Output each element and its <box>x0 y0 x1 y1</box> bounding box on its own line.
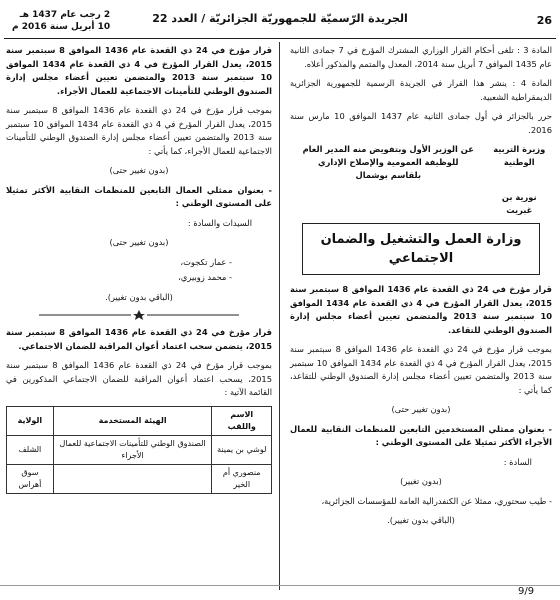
signature-right-title: وزيرة التربية الوطنية <box>493 144 546 167</box>
gentlemen-label: السادة : <box>503 456 532 467</box>
ladies-gentlemen-label: السيدات والسادة : <box>187 217 252 228</box>
separator-star-icon <box>6 310 272 320</box>
unchanged-until: (بدون تغيير حتى) <box>391 404 451 414</box>
signature-right <box>487 143 553 217</box>
representatives-heading: - بعنوان ممثلي المستخدمين التابعين للمنظمات النقابية للعمال الأجراء الأكثر تمثيلا على المستوى الوطني : <box>290 423 552 447</box>
header-employer: الهيئة المستخدمة <box>53 406 212 435</box>
unchanged-note: (بدون تغيير) <box>400 476 442 486</box>
cell-employer <box>53 464 212 493</box>
page-indicator: 9/9 <box>518 586 535 597</box>
cell-employer: الصندوق الوطني للتأمينات الاجتماعية للعمال الأجراء <box>53 435 212 464</box>
decree-1-title: قرار مؤرخ في 24 ذي القعدة عام 1436 الموافق 8 سبتمبر سنة 2015، يعدل القرار المؤرخ في 4 ذي القعدة عام 1434 الموافق 10 سبتمبر سنة 2013 والمتضمن تعيين أعضاء مجلس إدارة الصندوق الوطني للتأمينات الاجتماعية للعمال الأجراء. <box>6 45 272 96</box>
article-3: المادة 3 : تلغى أحكام القرار الوزاري المشترك المؤرخ في 7 جمادى الثانية عام 1435 الموافق 7 أبريل سنة 2014، المعدل والمتمم والمذكور أعلاه. <box>290 45 553 69</box>
page-footer <box>0 585 560 600</box>
cell-province: الشلف <box>7 435 54 464</box>
member-entry-1: - عمار تكجوت، <box>180 256 232 267</box>
article-4: المادة 4 : ينشر هذا القرار في الجريدة الرسمية للجمهورية الجزائرية الديمقراطية الشعبية. <box>290 78 552 102</box>
gazette-page <box>4 4 556 592</box>
unchanged-note: (بدون تغيير حتى) <box>109 237 169 247</box>
header-province: الولاية <box>7 406 54 435</box>
date-gregorian: 10 أبريل سنة 2016 م <box>12 22 111 32</box>
rest-unchanged: (الباقي بدون تغيير). <box>387 515 455 525</box>
cell-name: منصوري أم الخير <box>212 464 272 493</box>
column-divider <box>279 42 280 590</box>
cell-name: لوشي بن يمينة <box>212 435 272 464</box>
decree-body: بموجب قرار مؤرخ في 24 ذي القعدة عام 1436 الموافق 8 سبتمبر سنة 2015، يعدل القرار المؤرخ في 4 ذي القعدة عام 1434 الموافق 10 سبتمبر سنة 2013 والمتضمن تعيين أعضاء مجلس إدارة الصندوق الوطني للتقاعد، كما يأتي : <box>290 344 552 395</box>
signature-left-title: عن الوزير الأول وبتفويض منه المدير العام للوظيفة العمومية والإصلاح الإداري <box>302 144 474 167</box>
table-header-row <box>7 406 272 435</box>
table-row <box>7 435 272 464</box>
decree-title: قرار مؤرخ في 24 ذي القعدة عام 1436 الموافق 8 سبتمبر سنة 2015، يعدل القرار المؤرخ في 4 ذي القعدة عام 1434 الموافق 10 سبتمبر سنة 2013 والمتضمن تعيين أعضاء مجلس إدارة الصندوق الوطني للتقاعد. <box>290 284 552 335</box>
signature-right-name: نورية بن غبريت <box>501 192 537 215</box>
page-header <box>4 4 556 39</box>
decree-2-body: بموجب قرار مؤرخ في 24 ذي القعدة عام 1436 الموافق 8 سبتمبر سنة 2015، يسحب اعتماد أعوان المراقبة للضمان الاجتماعي المذكورين في القائمة الآتية : <box>6 360 272 397</box>
date-hijri: 2 رجب عام 1437 هـ <box>19 10 111 20</box>
header-name: الاسم واللقب <box>212 406 272 435</box>
left-column <box>6 44 272 494</box>
ministry-heading: وزارة العمل والتشغيل والضمان الاجتماعي <box>302 223 540 275</box>
page-number: 26 <box>536 14 552 27</box>
issue-date <box>12 9 110 33</box>
signature-left <box>290 143 487 217</box>
member-entry: - طيب سحتوري، ممثلا عن الكنفدرالية العامة للمؤسسات الجزائرية، <box>321 495 552 506</box>
representatives-heading: - بعنوان ممثلي العمال التابعين للمنظمات النقابية الأكثر تمثيلا على المستوى الوطني : <box>6 184 272 208</box>
gazette-title: الجريدة الرّسميّة للجمهوريّة الجزائريّة / العدد 22 <box>152 12 408 25</box>
cell-province: سوق أهراس <box>7 464 54 493</box>
unchanged-until: (بدون تغيير حتى) <box>109 165 169 175</box>
decree-2-title: قرار مؤرخ في 24 ذي القعدة عام 1436 الموافق 8 سبتمبر سنة 2015، يتضمن سحب اعتماد أعوان المراقبة للضمان الاجتماعي. <box>6 327 272 351</box>
signature-left-name: بلقاسم بوشمال <box>355 170 421 180</box>
withdrawn-agents-table <box>6 406 272 494</box>
right-column <box>290 44 552 534</box>
rest-unchanged: (الباقي بدون تغيير). <box>105 291 173 302</box>
done-at: حرر بالجزائر في أول جمادى الثانية عام 1437 الموافق 10 مارس سنة 2016. <box>290 111 552 135</box>
table-row <box>7 464 272 493</box>
decree-1-body: بموجب قرار مؤرخ في 24 ذي القعدة عام 1436 الموافق 8 سبتمبر سنة 2015، يعدل القرار المؤرخ في 4 ذي القعدة عام 1434 الموافق 10 سبتمبر سنة 2013 والمتضمن تعيين أعضاء مجلس إدارة الصندوق الوطني للتأمينات الاجتماعية للعمال الأجراء، كما يأتي : <box>6 105 273 156</box>
signatures <box>290 143 552 217</box>
member-entry-2: - محمد زوبيري، <box>178 272 232 282</box>
